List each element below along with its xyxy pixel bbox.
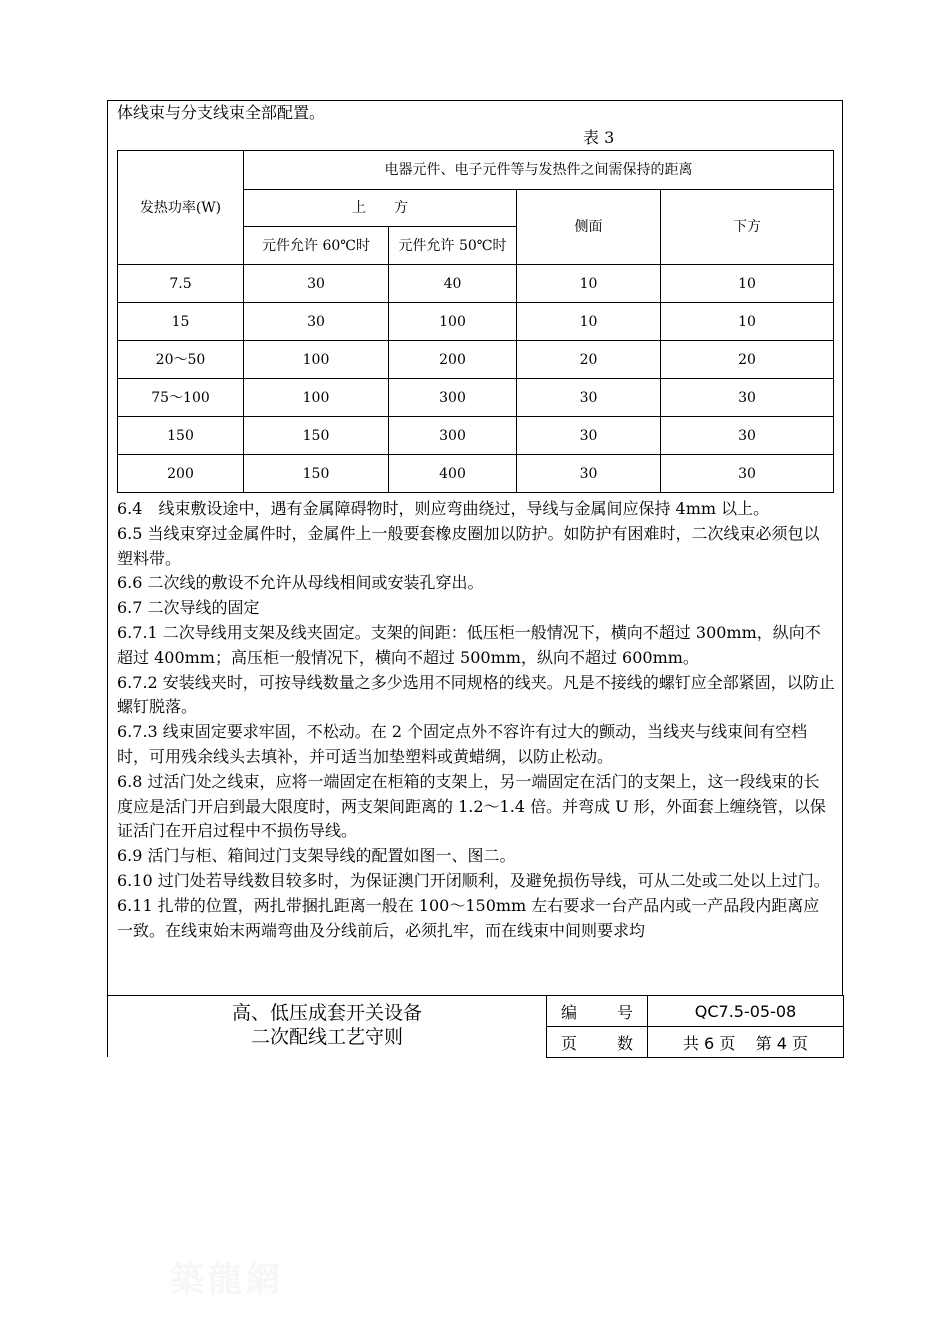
cell-above-60: 100 xyxy=(244,341,389,379)
cell-side: 30 xyxy=(517,455,661,493)
header-distance-group: 电器元件、电子元件等与发热件之间需保持的距离 xyxy=(244,151,834,190)
cell-above-60: 30 xyxy=(244,303,389,341)
page-count-value xyxy=(648,1027,844,1058)
cell-above-60: 30 xyxy=(244,265,389,303)
paragraph-6-5: 6.5 当线束穿过金属件时，金属件上一般要套橡皮圈加以防护。如防护有困难时，二次线束必须包以塑料带。 xyxy=(117,523,820,568)
document-title-line2: 二次配线工艺守则 xyxy=(250,1026,403,1048)
cell-below: 20 xyxy=(661,341,834,379)
cell-above-50: 100 xyxy=(389,303,517,341)
table-row xyxy=(118,417,834,455)
cell-power: 150 xyxy=(118,417,244,455)
paragraph-6-8: 6.8 过活门处之线束，应将一端固定在柜箱的支架上，另一端固定在活门的支架上，这一段线束的长度应是活门开启到最大限度时，两支架间距离的 1.2～1.4 倍。并弯成 U 形，外面套上缠绕管，以保证活门在开启过程中不损伤导线。 xyxy=(117,771,826,841)
header-power: 发热功率(W) xyxy=(118,151,244,265)
header-above-60: 元件允许 60℃时 xyxy=(244,227,389,265)
table-row xyxy=(118,303,834,341)
cell-above-60: 150 xyxy=(244,455,389,493)
cell-below: 30 xyxy=(661,379,834,417)
header-below: 下方 xyxy=(661,190,834,265)
cell-power: 7.5 xyxy=(118,265,244,303)
table-row xyxy=(118,379,834,417)
body-text xyxy=(117,497,835,943)
cell-above-50: 40 xyxy=(389,265,517,303)
cell-above-50: 300 xyxy=(389,417,517,455)
cell-power: 20～50 xyxy=(118,341,244,379)
cell-side: 10 xyxy=(517,265,661,303)
cell-side: 20 xyxy=(517,341,661,379)
paragraph-6-7-2: 6.7.2 安装线夹时，可按导线数量之多少选用不同规格的线夹。凡是不接线的螺钉应全部紧固，以防止螺钉脱落。 xyxy=(117,672,835,717)
intro-line: 体线束与分支线束全部配置。 xyxy=(117,103,326,122)
cell-above-50: 200 xyxy=(389,341,517,379)
paragraph-6-7: 6.7 二次导线的固定 xyxy=(117,598,260,618)
cell-above-60: 150 xyxy=(244,417,389,455)
cell-power: 15 xyxy=(118,303,244,341)
current-page: 第 4 页 xyxy=(755,1033,809,1053)
cell-below: 10 xyxy=(661,265,834,303)
paragraph-6-9: 6.9 活门与柜、箱间过门支架导线的配置如图一、图二。 xyxy=(117,846,516,866)
total-pages: 共 6 页 xyxy=(682,1033,736,1053)
cell-below: 30 xyxy=(661,417,834,455)
header-side: 侧面 xyxy=(517,190,661,265)
document-title-line1: 高、低压成套开关设备 xyxy=(231,1002,422,1024)
cell-below: 10 xyxy=(661,303,834,341)
paragraph-6-11: 6.11 扎带的位置，两扎带捆扎距离一般在 100～150mm 左右要求一台产品内或一产品段内距离应一致。在线束始末两端弯曲及分线前后，必须扎牢，而在线束中间则要求均 xyxy=(117,895,820,940)
paragraph-6-7-3: 6.7.3 线束固定要求牢固，不松动。在 2 个固定点外不容许有过大的颤动，当线夹与线束间有空档时，可用残余线头去填补，并可适当加垫塑料或黄蜡绸，以防止松动。 xyxy=(117,722,808,766)
code-label: 编 号 xyxy=(547,996,648,1027)
distance-table xyxy=(117,150,834,493)
table-row xyxy=(118,455,834,493)
paragraph-6-6: 6.6 二次线的敷设不允许从母线相间或安装孔穿出。 xyxy=(117,573,484,593)
table-row xyxy=(118,341,834,379)
cell-side: 30 xyxy=(517,379,661,417)
paragraph-6-4: 6.4 线束敷设途中，遇有金属障碍物时，则应弯曲绕过，导线与金属间应保持 4mm 以上。 xyxy=(117,499,770,518)
cell-side: 30 xyxy=(517,417,661,455)
cell-below: 30 xyxy=(661,455,834,493)
table-row xyxy=(118,265,834,303)
cell-above-60: 100 xyxy=(244,379,389,417)
cell-above-50: 400 xyxy=(389,455,517,493)
page-count-label: 页 数 xyxy=(547,1027,648,1058)
cell-above-50: 300 xyxy=(389,379,517,417)
paragraph-6-7-1: 6.7.1 二次导线用支架及线夹固定。支架的间距：低压柜一般情况下，横向不超过 300mm，纵向不超过 400mm；高压柜一般情况下，横向不超过 500mm，纵向不超过 600mm。 xyxy=(117,622,821,667)
header-above-50: 元件允许 50℃时 xyxy=(389,227,517,265)
paragraph-6-10: 6.10 过门处若导线数目较多时，为保证澳门开闭顺利，及避免损伤导线，可从二处或二处以上过门。 xyxy=(117,870,830,890)
header-above: 上 方 xyxy=(244,190,517,227)
title-block xyxy=(107,995,843,1057)
table-caption: 表 3 xyxy=(583,128,615,147)
code-value: QC7.5-05-08 xyxy=(648,996,844,1027)
cell-power: 75～100 xyxy=(118,379,244,417)
cell-power: 200 xyxy=(118,455,244,493)
cell-side: 10 xyxy=(517,303,661,341)
document-title xyxy=(107,995,546,1057)
watermark: 築龍網 xyxy=(170,1260,284,1300)
document-meta-table xyxy=(546,995,844,1058)
